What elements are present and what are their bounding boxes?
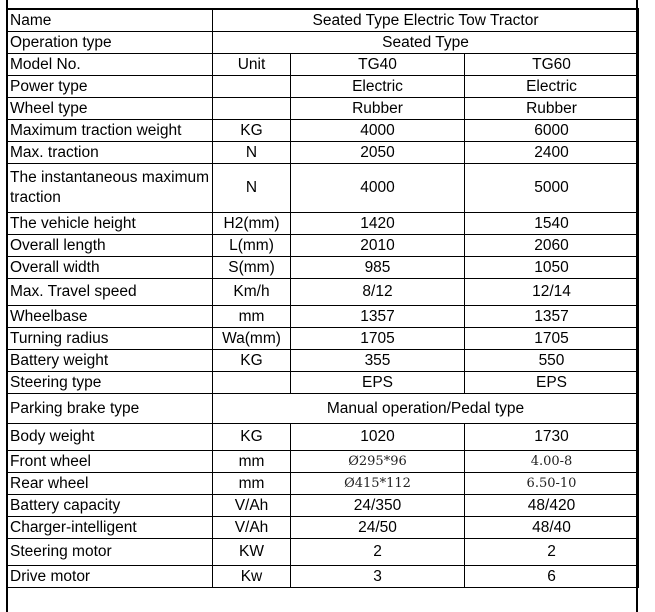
row-value-b: Electric <box>465 75 639 97</box>
table-row <box>7 256 639 278</box>
parking-value: Manual operation/Pedal type <box>213 393 639 423</box>
row-value-a: 2050 <box>291 141 465 163</box>
row-unit: KG <box>213 349 291 371</box>
row-label: The instantaneous maximum traction <box>7 163 213 212</box>
row-value-b: Rubber <box>465 97 639 119</box>
row-value-a: 985 <box>291 256 465 278</box>
row-value-b: 1705 <box>465 327 639 349</box>
row-value-b: 6000 <box>465 119 639 141</box>
row-value-b: 1730 <box>465 423 639 450</box>
row-label: Max. traction <box>7 141 213 163</box>
table-row-name <box>7 9 639 31</box>
row-value-a: 4000 <box>291 163 465 212</box>
unit-header: Unit <box>213 53 291 75</box>
row-value-a: 3 <box>291 565 465 587</box>
spec-table <box>6 8 639 588</box>
row-unit: H2(mm) <box>213 212 291 234</box>
row-label: Wheelbase <box>7 305 213 327</box>
row-unit: Kw <box>213 565 291 587</box>
row-label: Battery weight <box>7 349 213 371</box>
table-row <box>7 423 639 450</box>
row-unit <box>213 371 291 393</box>
table-row-operation <box>7 31 639 53</box>
row-label: Power type <box>7 75 213 97</box>
row-value-a: Ø415*112 <box>291 472 465 494</box>
row-value-a: 4000 <box>291 119 465 141</box>
row-value-b: 550 <box>465 349 639 371</box>
table-row <box>7 472 639 494</box>
table-row <box>7 97 639 119</box>
row-label: Battery capacity <box>7 494 213 516</box>
row-value-b: 12/14 <box>465 278 639 305</box>
model-b: TG60 <box>465 53 639 75</box>
operation-label: Operation type <box>7 31 213 53</box>
model-label: Model No. <box>7 53 213 75</box>
table-row <box>7 516 639 538</box>
operation-value: Seated Type <box>213 31 639 53</box>
table-row <box>7 565 639 587</box>
row-unit <box>213 75 291 97</box>
row-unit: V/Ah <box>213 494 291 516</box>
row-value-b: 1357 <box>465 305 639 327</box>
row-value-b: 48/420 <box>465 494 639 516</box>
table-row <box>7 494 639 516</box>
row-label: Overall width <box>7 256 213 278</box>
row-value-a: 355 <box>291 349 465 371</box>
row-unit: KG <box>213 119 291 141</box>
table-row <box>7 327 639 349</box>
table-row <box>7 212 639 234</box>
row-label: The vehicle height <box>7 212 213 234</box>
table-row <box>7 538 639 565</box>
row-value-b: 5000 <box>465 163 639 212</box>
row-label: Drive motor <box>7 565 213 587</box>
row-value-a: Electric <box>291 75 465 97</box>
row-unit: mm <box>213 450 291 472</box>
table-row <box>7 349 639 371</box>
row-value-a: 1705 <box>291 327 465 349</box>
row-unit: L(mm) <box>213 234 291 256</box>
row-label: Steering type <box>7 371 213 393</box>
row-label: Steering motor <box>7 538 213 565</box>
row-value-b: 2060 <box>465 234 639 256</box>
parking-label: Parking brake type <box>7 393 213 423</box>
row-unit: Km/h <box>213 278 291 305</box>
row-unit: N <box>213 141 291 163</box>
row-unit: Wa(mm) <box>213 327 291 349</box>
row-value-a: 1020 <box>291 423 465 450</box>
row-label: Turning radius <box>7 327 213 349</box>
name-label: Name <box>7 9 213 31</box>
row-value-b: 2 <box>465 538 639 565</box>
row-unit: KW <box>213 538 291 565</box>
row-value-b: 6.50-10 <box>465 472 639 494</box>
row-label: Overall length <box>7 234 213 256</box>
row-value-b: 4.00-8 <box>465 450 639 472</box>
row-label: Maximum traction weight <box>7 119 213 141</box>
row-value-a: 8/12 <box>291 278 465 305</box>
row-value-a: EPS <box>291 371 465 393</box>
table-row-parking <box>7 393 639 423</box>
table-row <box>7 234 639 256</box>
row-unit: V/Ah <box>213 516 291 538</box>
row-value-a: Ø295*96 <box>291 450 465 472</box>
product-name: Seated Type Electric Tow Tractor <box>213 9 639 31</box>
row-value-b: EPS <box>465 371 639 393</box>
table-row <box>7 119 639 141</box>
row-label: Body weight <box>7 423 213 450</box>
table-row <box>7 163 639 212</box>
row-value-a: 1420 <box>291 212 465 234</box>
row-label: Front wheel <box>7 450 213 472</box>
table-row <box>7 75 639 97</box>
table-row <box>7 141 639 163</box>
row-value-b: 6 <box>465 565 639 587</box>
table-row <box>7 278 639 305</box>
row-label: Rear wheel <box>7 472 213 494</box>
row-value-a: 24/350 <box>291 494 465 516</box>
table-row <box>7 450 639 472</box>
row-value-b: 1540 <box>465 212 639 234</box>
row-unit: mm <box>213 305 291 327</box>
row-value-a: Rubber <box>291 97 465 119</box>
model-a: TG40 <box>291 53 465 75</box>
table-row <box>7 371 639 393</box>
table-row <box>7 305 639 327</box>
row-value-b: 48/40 <box>465 516 639 538</box>
row-value-a: 2010 <box>291 234 465 256</box>
row-label: Max. Travel speed <box>7 278 213 305</box>
row-value-a: 1357 <box>291 305 465 327</box>
row-unit: mm <box>213 472 291 494</box>
row-value-a: 2 <box>291 538 465 565</box>
table-row-model <box>7 53 639 75</box>
row-label: Wheel type <box>7 97 213 119</box>
row-label: Charger-intelligent <box>7 516 213 538</box>
row-value-a: 24/50 <box>291 516 465 538</box>
row-unit <box>213 97 291 119</box>
row-value-b: 1050 <box>465 256 639 278</box>
row-unit: S(mm) <box>213 256 291 278</box>
row-unit: KG <box>213 423 291 450</box>
row-value-b: 2400 <box>465 141 639 163</box>
row-unit: N <box>213 163 291 212</box>
